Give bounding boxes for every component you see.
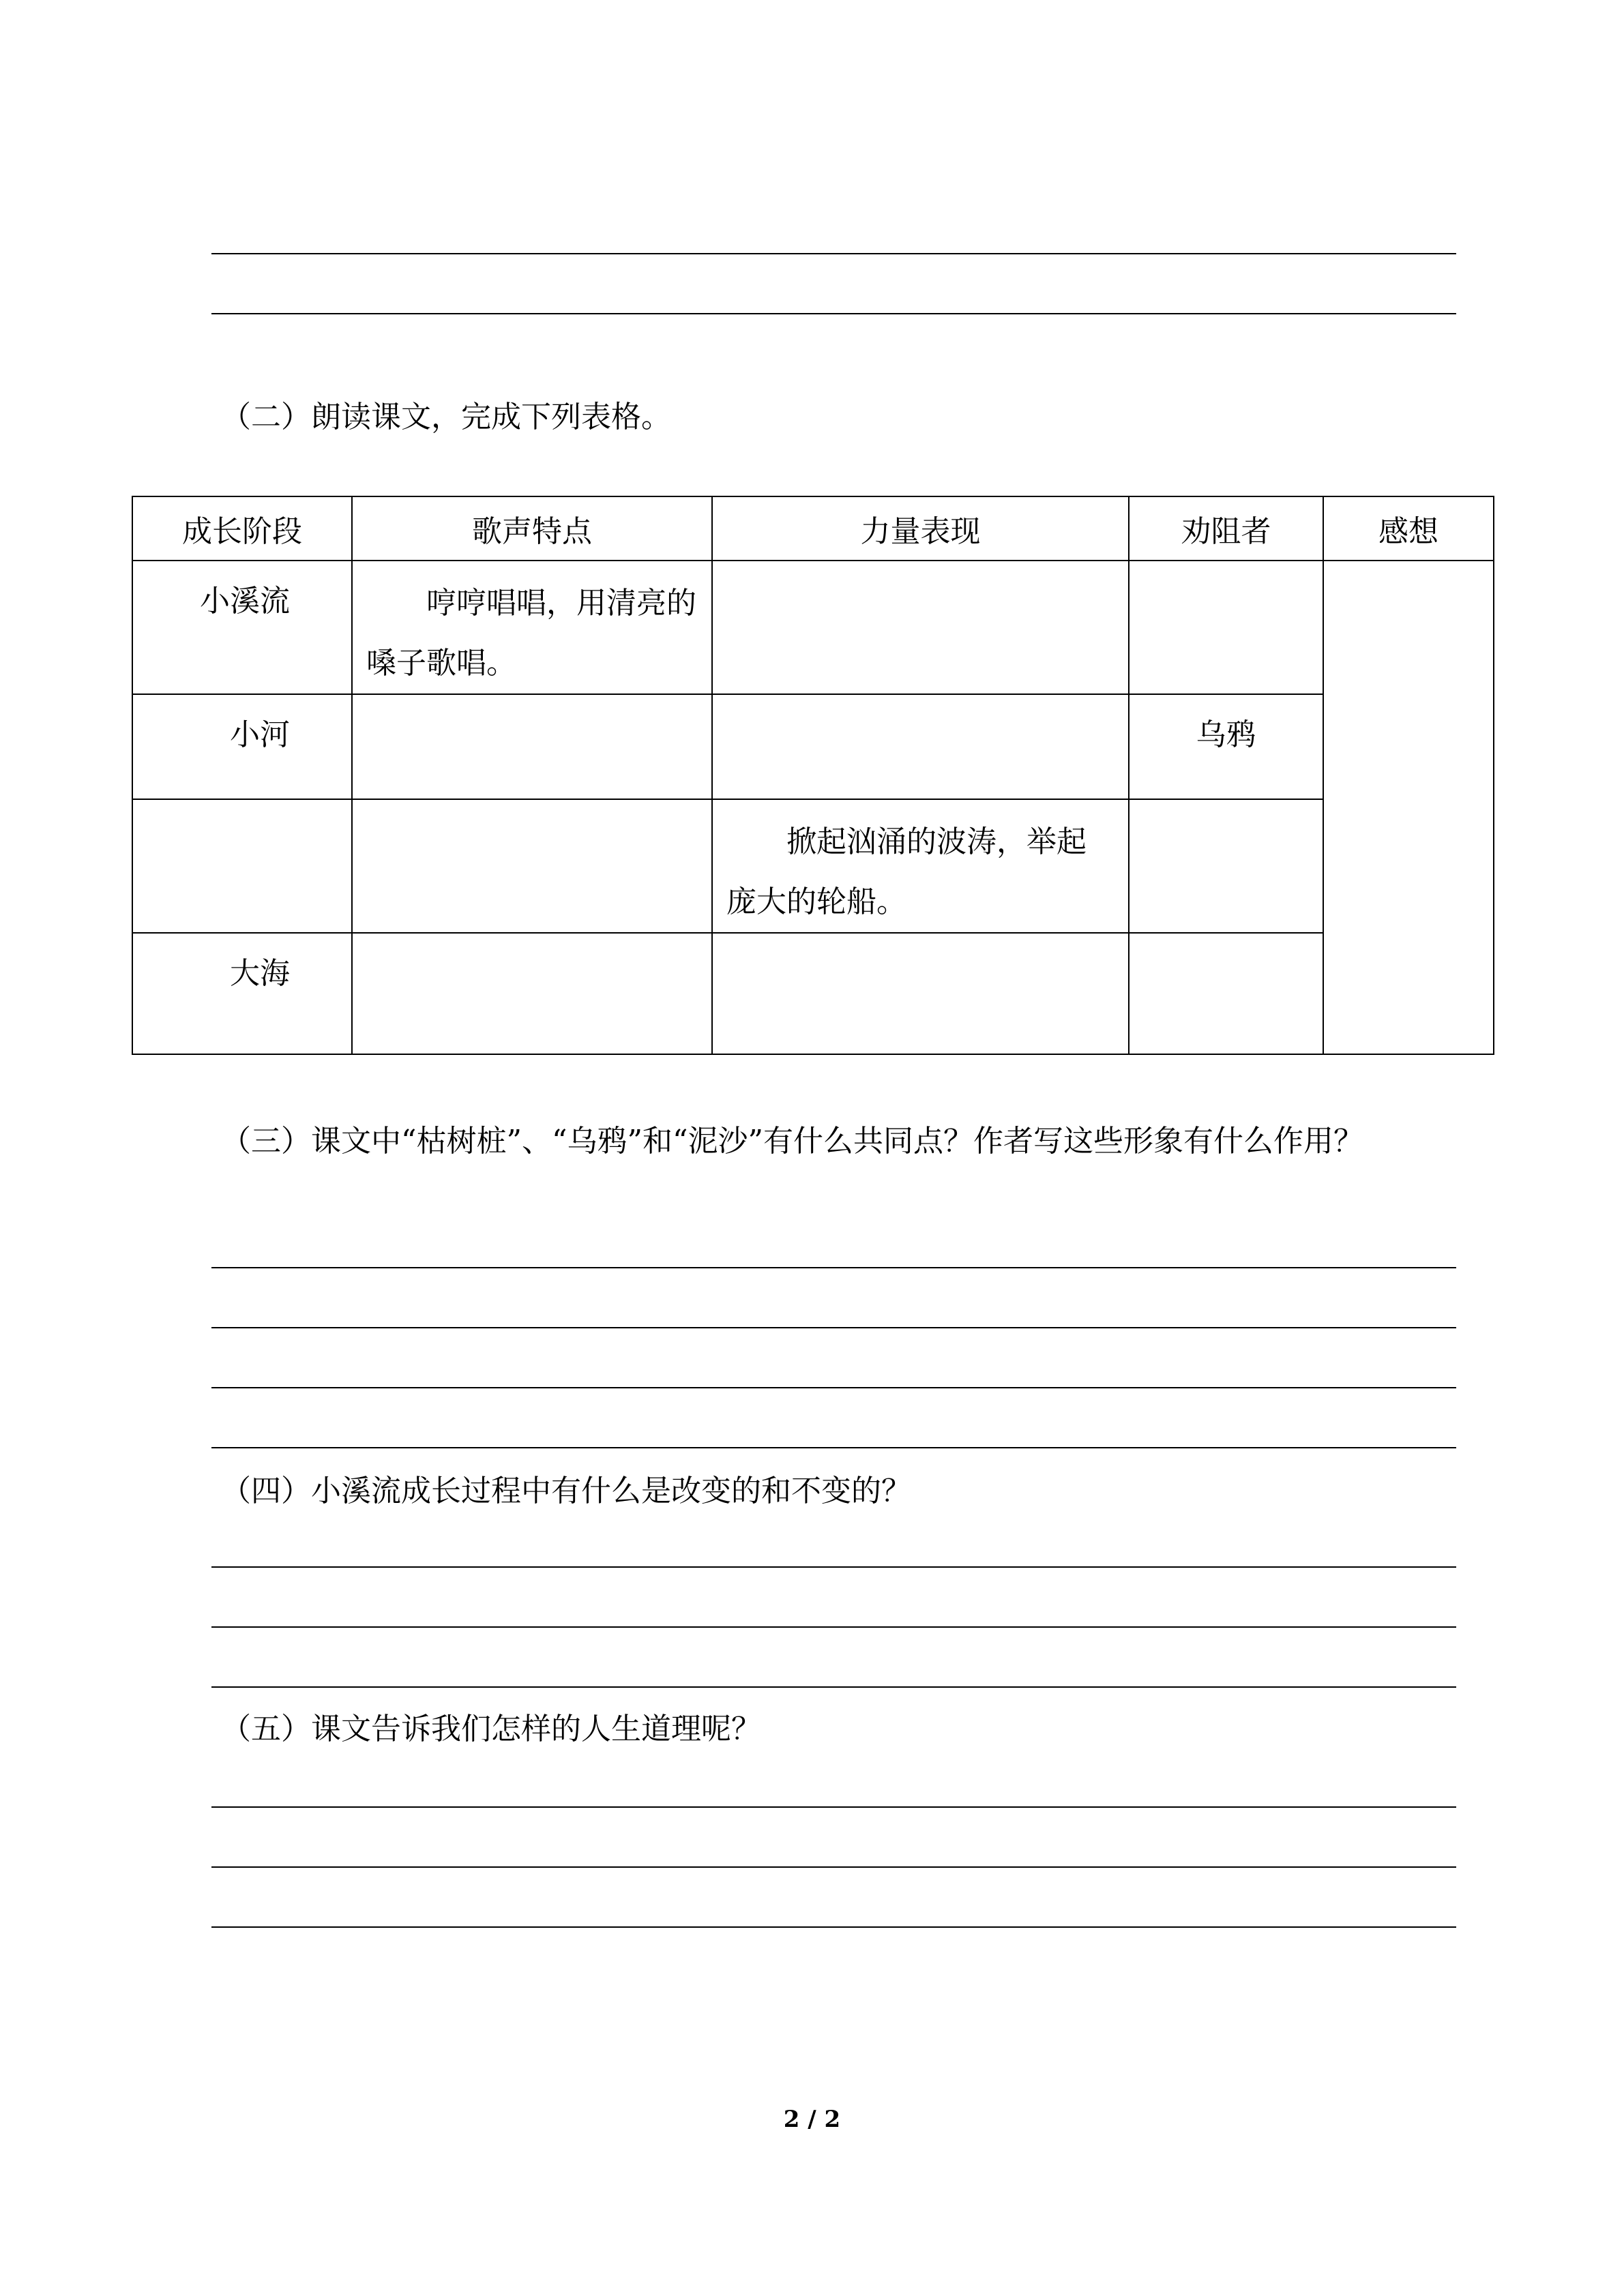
header-stage: 成长阶段 (132, 496, 352, 561)
answer-line[interactable] (211, 1267, 1456, 1268)
advisor-cell[interactable] (1129, 561, 1323, 694)
answer-line[interactable] (211, 1866, 1456, 1868)
power-cell[interactable] (712, 933, 1129, 1054)
answer-line[interactable] (211, 1926, 1456, 1928)
answer-line[interactable] (211, 1686, 1456, 1688)
section2-heading: （二）朗读课文，完成下列表格。 (221, 400, 671, 434)
answer-line[interactable] (211, 1806, 1456, 1808)
header-song: 歌声特点 (352, 496, 712, 561)
growth-table (132, 496, 1494, 1055)
answer-line[interactable] (211, 1626, 1456, 1628)
table-row (132, 799, 1494, 933)
advisor-cell: 乌鸦 (1129, 694, 1323, 799)
answer-line[interactable] (211, 1566, 1456, 1568)
answer-line[interactable] (211, 1447, 1456, 1448)
answer-line[interactable] (211, 1327, 1456, 1328)
table-row (132, 933, 1494, 1054)
song-cell[interactable] (352, 933, 712, 1054)
stage-cell: 大海 (132, 933, 352, 1054)
power-cell[interactable] (712, 694, 1129, 799)
power-cell[interactable] (712, 561, 1129, 694)
section4-heading: （四）小溪流成长过程中有什么是改变的和不变的？ (221, 1474, 911, 1508)
answer-line[interactable] (211, 253, 1456, 254)
section3-heading: （三）课文中“枯树桩”、“乌鸦”和“泥沙”有什么共同点？作者写这些形象有什么作用？ (221, 1124, 1363, 1159)
section5-heading: （五）课文告诉我们怎样的人生道理呢？ (221, 1712, 761, 1746)
song-cell: 哼哼唱唱，用清亮的嗓子歌唱。 (352, 561, 712, 694)
table-row (132, 694, 1494, 799)
page-number: 2 / 2 (783, 2106, 841, 2133)
song-cell[interactable] (352, 694, 712, 799)
table-row (132, 561, 1494, 694)
stage-cell: 小溪流 (132, 561, 352, 694)
stage-cell: 小河 (132, 694, 352, 799)
advisor-cell[interactable] (1129, 933, 1323, 1054)
song-cell[interactable] (352, 799, 712, 933)
feeling-cell[interactable] (1323, 561, 1494, 1054)
header-feeling: 感想 (1323, 496, 1494, 561)
power-cell: 掀起汹涌的波涛，举起庞大的轮船。 (712, 799, 1129, 933)
header-power: 力量表现 (712, 496, 1129, 561)
answer-line[interactable] (211, 313, 1456, 314)
table-header-row (132, 496, 1494, 561)
answer-line[interactable] (211, 1387, 1456, 1388)
advisor-cell[interactable] (1129, 799, 1323, 933)
header-advisor: 劝阻者 (1129, 496, 1323, 561)
stage-cell[interactable] (132, 799, 352, 933)
